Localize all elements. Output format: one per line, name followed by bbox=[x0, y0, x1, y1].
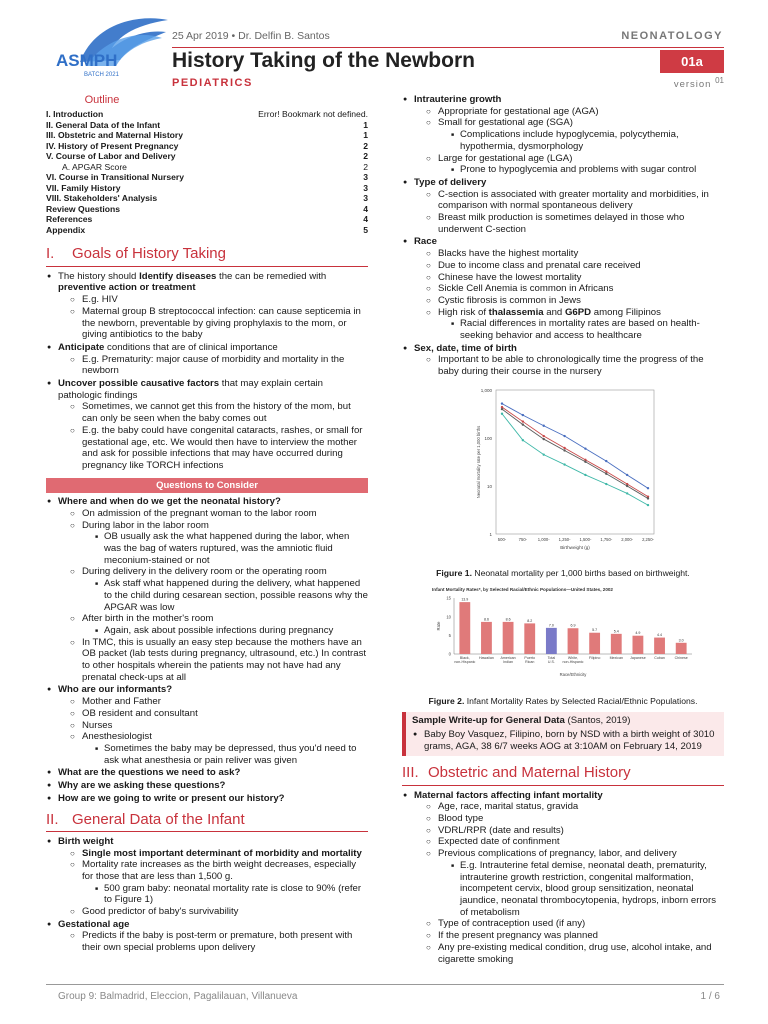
data-point bbox=[563, 447, 565, 449]
data-label: 13.9 bbox=[461, 597, 469, 602]
outline-label: I. Introduction bbox=[46, 109, 104, 120]
data-point bbox=[563, 449, 565, 451]
outline-page: 2 bbox=[363, 161, 368, 172]
list-item: ● Maternal factors affecting infant mortality ○ Age, race, marital status, gravida ○ Blood type ○ VDRL/RPR (date and results) ○ Expected date of confinment ○ Previous complications of pregnancy, labor, and delivery ■ E.g. Intrauterine fetal demise, neonatal death, prematurity, intrauterine growth restriction, congenital malformation, incompetent cervix, blood group sensitization, neonatal jaundice, neonatal thrombocytopenia, hydrops, inborn errors of metabolism ○ Type of contraception used (if any) ○ If the present pregnancy was planned ○ Any pre-existing medical condition, drug use, alcohol intake, and cigarette smoking bbox=[402, 790, 724, 966]
x-tick-label: Black, bbox=[459, 656, 470, 661]
list-item: ○ VDRL/RPR (date and results) bbox=[424, 825, 724, 837]
figure-1-caption: Figure 1. Neonatal mortality per 1,000 births based on birthweight. bbox=[436, 567, 690, 578]
list-item: ○ Expected date of confinment bbox=[424, 836, 724, 848]
list-item: ○ Good predictor of baby's survivability bbox=[68, 906, 368, 918]
outline-row[interactable] bbox=[46, 225, 368, 236]
data-point bbox=[543, 453, 545, 455]
data-label: 5.7 bbox=[592, 628, 598, 633]
list-item: ○ Sickle Cell Anemia is common in Africans bbox=[424, 283, 724, 295]
list-item: ○ Anesthesiologist ■ Sometimes the baby may be depressed, thus you'd need to ask what anesthesia or pain reliver was given bbox=[68, 731, 368, 766]
list-item: ○ In TMC, this is usually an easy step because the mothers have an OB packet (lab tests during pregnancy, ultrasound, etc.) In contrast to other hospitals wherein the patients may not have had any prenatal check-ups at all bbox=[68, 637, 368, 684]
y-tick-label: 10 bbox=[486, 483, 492, 489]
x-tick-label: Cuban bbox=[654, 656, 665, 661]
data-point bbox=[626, 485, 628, 487]
list-item: ■ E.g. Intrauterine fetal demise, neonatal death, prematurity, intrauterine growth restriction, congenital malformation, incompetent cervix, blood group sensitization, neonatal jaundice, neonatal thrombocytopenia, hydrops, inborn errors of metabolism bbox=[450, 860, 724, 919]
data-point bbox=[647, 487, 649, 489]
list-item: ○ Nurses bbox=[68, 720, 368, 732]
data-point bbox=[584, 474, 586, 476]
data-point bbox=[605, 472, 607, 474]
x-tick-label: Chinese bbox=[674, 656, 688, 661]
svg-text:ASMPH: ASMPH bbox=[56, 51, 118, 70]
mortality-by-birthweight-chart bbox=[402, 382, 724, 562]
outline-row[interactable] bbox=[46, 130, 368, 141]
list-item: ● Uncover possible causative factors that may explain certain pathologic findings ○ Sometimes, we cannot get this from the history of the mom, but can only be seen when the baby comes out ○ E.g. the baby could have congenital cataracts, rashes, or small for gestational age, etc. We would then have to interview the mother and ask for possible infections that may have occurred during pregnancy like TORCH infections bbox=[46, 378, 368, 472]
outline-row[interactable] bbox=[46, 162, 368, 173]
list-item: ■ Ask staff what happened during the delivery, what happened to the child during cesarean section, possible reasons why the APGAR was low bbox=[94, 578, 368, 613]
list-item: ● Anticipate conditions that are of clinical importance ○ E.g. Prematurity: major cause of morbidity and mortality in the newborn bbox=[46, 342, 368, 377]
list-item: ■ Complications include hypoglycemia, polycythemia, hypothermia, dysmorphology bbox=[450, 129, 724, 152]
x-tick-label: 750- bbox=[518, 536, 528, 542]
data-point bbox=[501, 412, 503, 414]
bar bbox=[481, 622, 492, 654]
writeup-title: Sample Write-up for General Data (Santos, 2019) bbox=[412, 715, 631, 727]
list-item: ○ Mortality rate increases as the birth weight decreases, especially for those that are less than 1,500 g. ■ 500 gram baby: neonatal mortality rate is close to 90% (refer to Figure 1) bbox=[68, 859, 368, 906]
bar bbox=[654, 638, 665, 654]
list-item: ○ Maternal group B streptococcal infection: can cause septicemia in the newborn, preventable by giving prophylaxis to the mom, or giving antibiotics to the baby bbox=[68, 306, 368, 341]
x-tick-label: Filipino bbox=[588, 656, 601, 661]
outline-label: Appendix bbox=[46, 224, 86, 235]
list-item: ○ Large for gestational age (LGA) ■ Prone to hypoglycemia and problems with sugar control bbox=[424, 153, 724, 176]
data-label: 7.0 bbox=[548, 623, 554, 628]
list-item: ○ Predicts if the baby is post-term or premature, both present with their own special problems upon delivery bbox=[68, 930, 368, 953]
outline-page: 2 bbox=[363, 151, 368, 162]
outline-label: VII. Family History bbox=[46, 182, 121, 193]
bar bbox=[546, 628, 557, 654]
x-tick-label: Indian bbox=[503, 660, 513, 665]
x-tick-label: Hawaiian bbox=[479, 656, 494, 661]
x-tick-label: Rican bbox=[525, 660, 535, 665]
outline-title: Outline bbox=[84, 94, 120, 106]
x-axis-label: Birthweight (g) bbox=[560, 544, 590, 550]
list-item: ○ On admission of the pregnant woman to the labor room bbox=[68, 508, 368, 520]
footer-group: Group 9: Balmadrid, Eleccion, Pagalilauan, Villanueva bbox=[58, 991, 298, 1002]
sample-writeup-box bbox=[402, 712, 724, 756]
outline-page: 1 bbox=[363, 130, 368, 141]
x-tick-label: White, bbox=[567, 656, 579, 661]
data-label: 4.4 bbox=[657, 633, 663, 638]
x-tick-label: non-Hispanic bbox=[562, 660, 584, 665]
data-label: 8.6 bbox=[483, 617, 489, 622]
outline-page: Error! Bookmark not defined. bbox=[258, 109, 368, 120]
list-item: ● What are the questions we need to ask? bbox=[46, 767, 368, 779]
outline-page: 3 bbox=[363, 182, 368, 193]
list-item: ○ Previous complications of pregnancy, labor, and delivery ■ E.g. Intrauterine fetal demise, neonatal death, prematurity, intrauterine growth restriction, congenital malformation, incompetent cervix, blood group sensitization, neonatal jaundice, neonatal thrombocytopenia, hydrops, inborn errors of metabolism bbox=[424, 848, 724, 918]
list-item: ● Where and when do we get the neonatal history? ○ On admission of the pregnant woman to the labor room ○ During labor in the labor room ■ OB usually ask the what happened during the labor, when was the bag of waters ruptured, was the amniotic fluid meconium-stained or not ○ During delivery in the delivery room or the operating room ■ Ask staff what happened during the delivery, what happened to the child during cesarean section, possible reasons why the APGAR was low ○ After birth in the mother's room ■ Again, ask about possible infections during pregnancy ○ In TMC, this is usually an easy step because the mothers have an OB packet (lab tests during pregnancy, ultrasound, etc.) In contrast to other hospitals wherein the patients may not have had any prenatal check-ups at all bbox=[46, 496, 368, 683]
outline-page: 5 bbox=[363, 224, 368, 235]
x-tick-label: American bbox=[500, 656, 516, 661]
list-item: ○ Sometimes, we cannot get this from the history of the mom, but can only be seen when the baby comes out bbox=[68, 401, 368, 424]
asmph-logo bbox=[50, 12, 170, 82]
x-tick-label: 2,250- bbox=[642, 536, 654, 542]
list-item: ○ Blacks have the highest mortality bbox=[424, 248, 724, 260]
list-item: ○ Type of contraception used (if any) bbox=[424, 918, 724, 930]
list-item: ○ During delivery in the delivery room or the operating room ■ Ask staff what happened during the delivery, what happened to the child during cesarean section, possible reasons why the APGAR was low bbox=[68, 566, 368, 613]
page-number: 1 / 6 bbox=[700, 991, 720, 1002]
x-tick-label: non-Hispanic bbox=[454, 660, 476, 665]
list-item: ○ High risk of thalassemia and G6PD among Filipinos ■ Racial differences in mortality rates are based on health-seeking behavior and access to healthcare bbox=[424, 307, 724, 342]
data-point bbox=[522, 414, 524, 416]
chart-title: Infant Mortality Rates*, by Selected Racial/Ethnic Populations—United States, 2002 bbox=[432, 587, 613, 593]
outline-row[interactable] bbox=[46, 172, 368, 183]
data-label: 6.9 bbox=[570, 623, 576, 628]
data-point bbox=[563, 463, 565, 465]
outline-row[interactable] bbox=[46, 141, 368, 152]
list-item: ○ Cystic fibrosis is common in Jews bbox=[424, 295, 724, 307]
data-point bbox=[543, 435, 545, 437]
list-item: ○ Important to be able to chronologically time the progress of the baby during their course in the nursery bbox=[424, 354, 724, 377]
obstetric-list bbox=[402, 790, 724, 966]
outline-page: 3 bbox=[363, 172, 368, 183]
data-point bbox=[563, 435, 565, 437]
y-tick-label: 15 bbox=[446, 595, 451, 601]
outline-page: 3 bbox=[363, 193, 368, 204]
outline-page: 4 bbox=[363, 214, 368, 225]
data-point bbox=[522, 420, 524, 422]
list-item: ○ C-section is associated with greater mortality and morbidities, in comparison with normal spontaneous delivery bbox=[424, 189, 724, 212]
list-item: ○ After birth in the mother's room ■ Again, ask about possible infections during pregnancy bbox=[68, 613, 368, 636]
data-point bbox=[626, 474, 628, 476]
y-tick-label: 0 bbox=[448, 651, 451, 657]
bar bbox=[459, 602, 470, 654]
subject-label: PEDIATRICS bbox=[172, 77, 253, 89]
y-axis-label: Rate bbox=[436, 621, 441, 631]
list-item: ● Who are our informants? ○ Mother and Father ○ OB resident and consultant ○ Nurses ○ Anesthesiologist ■ Sometimes the baby may be depressed, thus you'd need to ask what anesthesia or pain reliver was given bbox=[46, 684, 368, 766]
outline-label: A. APGAR Score bbox=[62, 161, 127, 172]
list-item: ■ Sometimes the baby may be depressed, thus you'd need to ask what anesthesia or pain reliver was given bbox=[94, 743, 368, 766]
data-point bbox=[605, 483, 607, 485]
list-item: ○ Appropriate for gestational age (AGA) bbox=[424, 106, 724, 118]
version-label: version $^{01}$ bbox=[673, 76, 724, 91]
section-heading-goals: I. Goals of History Taking bbox=[46, 245, 368, 266]
data-point bbox=[522, 423, 524, 425]
outline-row[interactable] bbox=[46, 214, 368, 225]
page-title: History Taking of the Newborn bbox=[172, 49, 475, 72]
data-point bbox=[605, 460, 607, 462]
list-item: ● Type of delivery ○ C-section is associated with greater mortality and morbidities, in comparison with normal spontaneous delivery ○ Breast milk production is sometimes delayed in those who underwent C-section bbox=[402, 177, 724, 236]
list-item: ■ OB usually ask the what happened during the labor, when was the bag of waters ruptured, was the amniotic fluid meconium-stained or not bbox=[94, 531, 368, 566]
x-tick-label: 2,000- bbox=[621, 536, 634, 542]
data-point bbox=[647, 504, 649, 506]
footer-divider bbox=[46, 984, 724, 985]
list-item: ○ Breast milk production is sometimes delayed in those who underwent C-section bbox=[424, 212, 724, 235]
data-point bbox=[522, 439, 524, 441]
outline-row[interactable] bbox=[46, 151, 368, 162]
data-label: 4.9 bbox=[635, 631, 641, 636]
list-item: ○ During labor in the labor room ■ OB usually ask the what happened during the labor, when was the bag of waters ruptured, was the amniotic fluid meconium-stained or not bbox=[68, 520, 368, 567]
outline-label: Review Questions bbox=[46, 203, 121, 214]
list-item: ○ Mother and Father bbox=[68, 696, 368, 708]
list-item: ○ Age, race, marital status, gravida bbox=[424, 801, 724, 813]
figure-1 bbox=[402, 382, 724, 566]
outline-list bbox=[46, 109, 368, 235]
bar bbox=[611, 634, 622, 654]
questions-banner: Questions to Consider bbox=[46, 478, 368, 494]
list-item: ● How are we going to write or present our history? bbox=[46, 793, 368, 805]
list-item: ○ E.g. HIV bbox=[68, 294, 368, 306]
svg-text:BATCH 2021: BATCH 2021 bbox=[84, 72, 119, 78]
x-tick-label: Japanese bbox=[630, 656, 646, 661]
infant-mortality-by-race-chart bbox=[402, 584, 724, 690]
outline-label: III. Obstetric and Maternal History bbox=[46, 130, 184, 141]
section-heading-general-data: II. General Data of the Infant bbox=[46, 811, 368, 832]
data-label: 8.2 bbox=[527, 618, 533, 623]
x-tick-label: Puerto bbox=[524, 656, 536, 661]
list-item: ● Why are we asking these questions? bbox=[46, 780, 368, 792]
data-point bbox=[501, 408, 503, 410]
x-axis-label: Race/Ethnicity bbox=[559, 672, 587, 678]
list-item: ■ Prone to hypoglycemia and problems with sugar control bbox=[450, 164, 724, 176]
questions-list bbox=[46, 496, 368, 804]
data-point bbox=[584, 460, 586, 462]
section-heading-obstetric: III. Obstetric and Maternal History bbox=[402, 764, 724, 785]
bar bbox=[568, 628, 579, 654]
x-tick-label: 1,500- bbox=[579, 536, 592, 542]
list-item: ○ OB resident and consultant bbox=[68, 708, 368, 720]
left-column bbox=[46, 94, 368, 955]
y-tick-label: 5 bbox=[448, 632, 451, 638]
x-tick-label: 500- bbox=[497, 536, 507, 542]
outline-page: 1 bbox=[363, 119, 368, 130]
x-tick-label: 1,750- bbox=[600, 536, 613, 542]
figure-2-caption: Figure 2. Infant Mortality Rates by Selected Racial/Ethnic Populations. bbox=[428, 695, 698, 706]
figure-2 bbox=[402, 584, 724, 694]
version-number: 01 bbox=[715, 76, 724, 85]
outline-page: 2 bbox=[363, 140, 368, 151]
outline-row[interactable] bbox=[46, 193, 368, 204]
bar bbox=[633, 636, 644, 654]
list-item: ● Gestational age ○ Predicts if the baby is post-term or premature, both present with their own special problems upon delivery bbox=[46, 919, 368, 954]
x-tick-label: U.S. bbox=[547, 660, 555, 665]
data-point bbox=[605, 470, 607, 472]
list-item: ○ Any pre-existing medical condition, drug use, alcohol intake, and cigarette smoking bbox=[424, 942, 724, 965]
list-item: ○ Single most important determinant of morbidity and mortality bbox=[68, 848, 368, 860]
date-author: 25 Apr 2019 • Dr. Delfin B. Santos bbox=[172, 30, 330, 42]
list-item: ○ Due to income class and prenatal care received bbox=[424, 260, 724, 272]
section-tag: NEONATOLOGY bbox=[621, 30, 723, 42]
x-tick-label: Total bbox=[547, 656, 556, 661]
list-item: ■ Again, ask about possible infections during pregnancy bbox=[94, 625, 368, 637]
bar bbox=[676, 643, 687, 654]
outline-label: IV. History of Present Pregnancy bbox=[46, 140, 179, 151]
right-column bbox=[402, 94, 724, 966]
bar bbox=[589, 633, 600, 654]
data-label: 3.0 bbox=[678, 638, 684, 643]
outline-label: V. Course of Labor and Delivery bbox=[46, 151, 176, 162]
x-tick-label: Mexican bbox=[609, 656, 623, 661]
list-item: ○ Chinese have the lowest mortality bbox=[424, 272, 724, 284]
list-item: ● Baby Boy Vasquez, Filipino, born by NSD with a birth weight of 3010 grams, AGA, 38 6/7 weeks AOG at 3:10AM on February 14, 2019 bbox=[412, 729, 718, 752]
list-item: ○ E.g. Prematurity: major cause of morbidity and mortality in the newborn bbox=[68, 354, 368, 377]
data-point bbox=[501, 402, 503, 404]
bar bbox=[503, 622, 514, 654]
y-tick-label: 1 bbox=[489, 531, 492, 537]
bar bbox=[524, 623, 535, 654]
infant-factors-list bbox=[402, 94, 724, 378]
x-tick-label: 1,250- bbox=[558, 536, 571, 542]
y-tick-label: 10 bbox=[446, 614, 451, 620]
outline-row[interactable] bbox=[46, 109, 368, 120]
outline-label: VIII. Stakeholders' Analysis bbox=[46, 193, 158, 204]
outline-page: 4 bbox=[363, 203, 368, 214]
list-item: ● Intrauterine growth ○ Appropriate for gestational age (AGA) ○ Small for gestational age (SGA) ■ Complications include hypoglycemia, polycythemia, hypothermia, dysmorphology ○ Large for gestational age (LGA) ■ Prone to hypoglycemia and problems with sugar control bbox=[402, 94, 724, 176]
outline-row[interactable] bbox=[46, 183, 368, 194]
list-item: ○ E.g. the baby could have congenital cataracts, rashes, or small for gestational age, etc. We would then have to interview the mother and ask for possible infections that may have occurred during pregnancy like TORCH infections bbox=[68, 425, 368, 472]
y-tick-label: 100 bbox=[484, 435, 492, 441]
list-item: ○ Small for gestational age (SGA) ■ Complications include hypoglycemia, polycythemia, hypothermia, dysmorphology bbox=[424, 117, 724, 152]
outline-row[interactable] bbox=[46, 204, 368, 215]
outline-row[interactable] bbox=[46, 120, 368, 131]
data-point bbox=[647, 497, 649, 499]
y-tick-label: 1,000 bbox=[480, 387, 492, 393]
list-item: ● Birth weight ○ Single most important determinant of morbidity and mortality ○ Mortality rate increases as the birth weight decreases, especially for those that are less than 1,500 g. ■ 500 gram baby: neonatal mortality rate is close to 90% (refer to Figure 1) ○ Good predictor of baby's survivability bbox=[46, 836, 368, 918]
x-tick-label: 1,000- bbox=[537, 536, 550, 542]
list-item: ○ If the present pregnancy was planned bbox=[424, 930, 724, 942]
data-point bbox=[584, 447, 586, 449]
data-point bbox=[543, 438, 545, 440]
plot-frame bbox=[496, 390, 654, 534]
general-data-list bbox=[46, 836, 368, 954]
list-item: ■ Racial differences in mortality rates are based on health-seeking behavior and access to healthcare bbox=[450, 318, 724, 341]
data-label: 8.6 bbox=[505, 617, 511, 622]
code-badge: 01a bbox=[660, 50, 724, 73]
goals-list bbox=[46, 271, 368, 472]
outline-label: References bbox=[46, 214, 93, 225]
list-item: ○ Blood type bbox=[424, 813, 724, 825]
list-item: ● The history should Identify diseases the can be remedied with preventive action or treatment ○ E.g. HIV ○ Maternal group B streptococcal infection: can cause septicemia in the newborn, preventable by giving prophylaxis to the mom, or giving antibiotics to the baby bbox=[46, 271, 368, 341]
outline-label: VI. Course in Transitional Nursery bbox=[46, 172, 185, 183]
data-label: 5.4 bbox=[613, 629, 619, 634]
y-axis-label: Neonatal mortality rate per 1,000 births bbox=[476, 425, 481, 499]
data-point bbox=[543, 424, 545, 426]
list-item: ■ 500 gram baby: neonatal mortality rate is close to 90% (refer to Figure 1) bbox=[94, 883, 368, 906]
data-point bbox=[626, 492, 628, 494]
list-item: ● Race ○ Blacks have the highest mortality ○ Due to income class and prenatal care received ○ Chinese have the lowest mortality ○ Sickle Cell Anemia is common in Africans ○ Cystic fibrosis is common in Jews ○ High risk of thalassemia and G6PD among Filipinos ■ Racial differences in mortality rates are based on health-seeking behavior and access to healthcare bbox=[402, 236, 724, 341]
outline-label: II. General Data of the Infant bbox=[46, 119, 161, 130]
list-item: ● Sex, date, time of birth ○ Important to be able to chronologically time the progress of the baby during their course in the nursery bbox=[402, 343, 724, 378]
